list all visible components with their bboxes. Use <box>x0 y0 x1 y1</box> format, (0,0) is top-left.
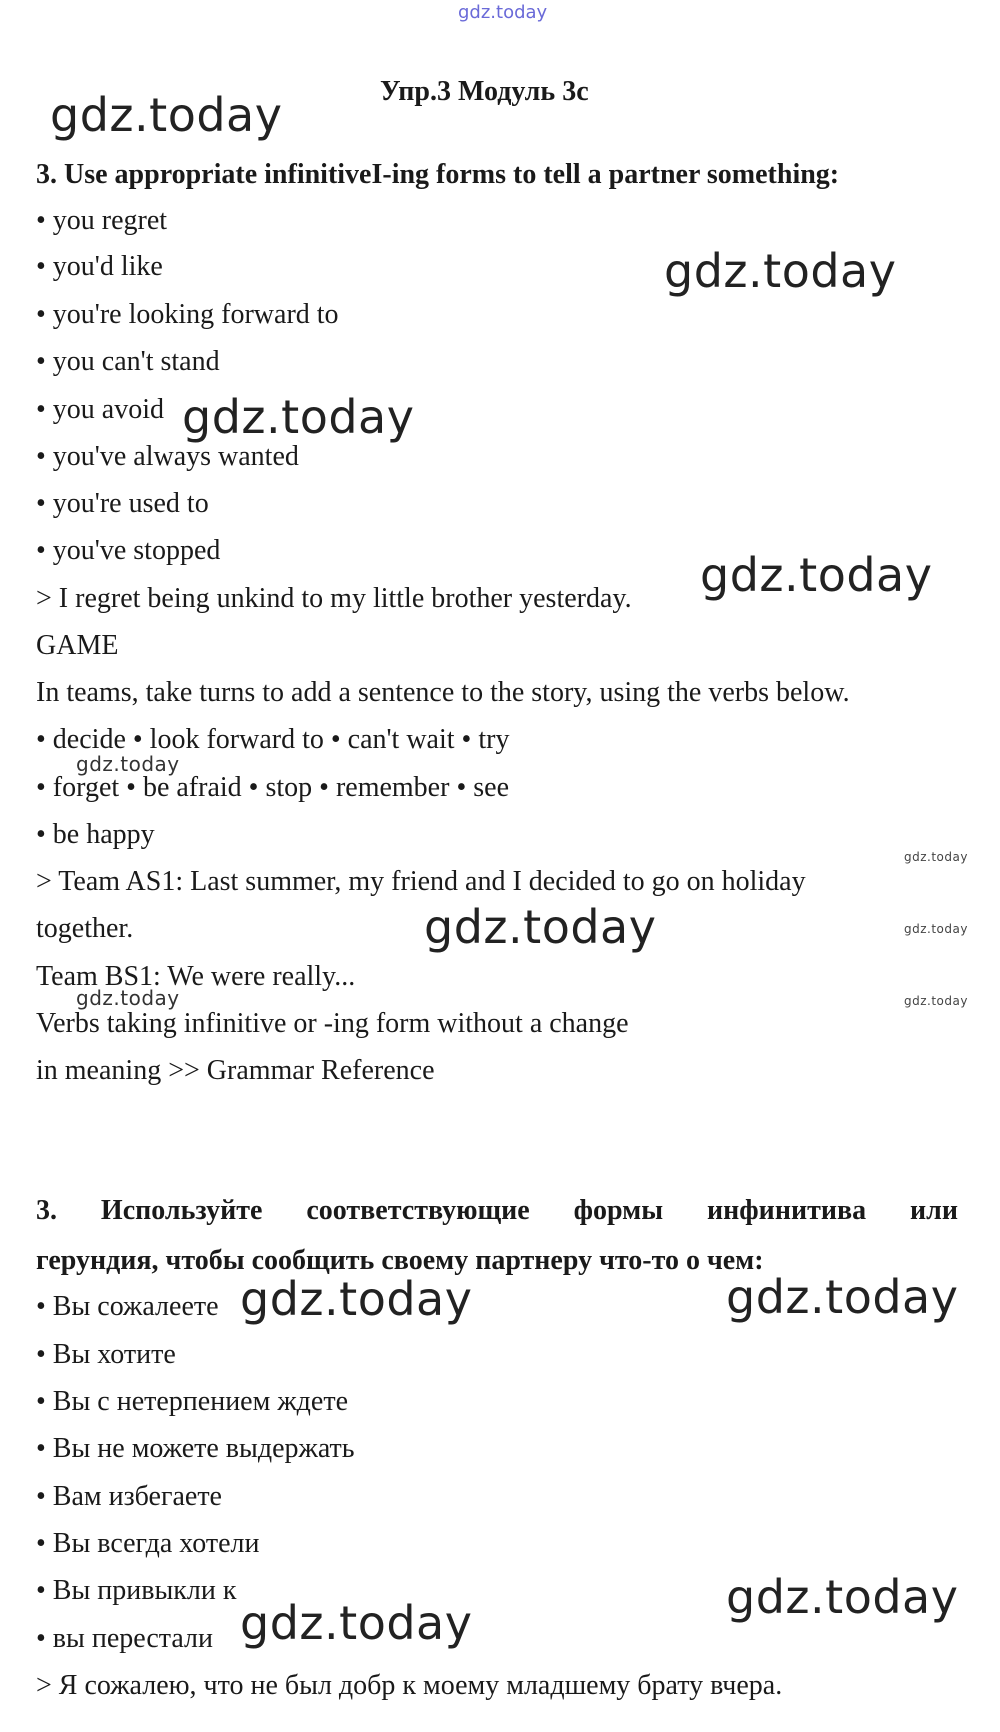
watermark: gdz.today <box>50 88 283 142</box>
watermark: gdz.today <box>904 922 968 936</box>
watermark: gdz.today <box>424 900 657 954</box>
list-item: • you can't stand <box>36 346 220 377</box>
translation-item: • Вы сожалеете <box>36 1291 219 1322</box>
watermark: gdz.today <box>240 1596 473 1650</box>
translation-example: > Я сожалею, что не был добр к моему младшему брату вчера. <box>36 1670 783 1701</box>
list-item: • you regret <box>36 205 168 236</box>
game-instruction: In teams, take turns to add a sentence to the story, using the verbs below. <box>36 677 850 708</box>
page-title: Упр.3 Модуль 3с <box>380 76 589 107</box>
watermark: gdz.today <box>726 1570 959 1624</box>
translation-item: • Вы привыкли к <box>36 1575 237 1606</box>
watermark: gdz.today <box>700 548 933 602</box>
list-item: • you'd like <box>36 251 163 282</box>
example-sentence: > I regret being unkind to my little brother yesterday. <box>36 583 632 614</box>
grammar-note-cont: in meaning >> Grammar Reference <box>36 1055 435 1086</box>
translation-item: • Вам избегаете <box>36 1481 222 1512</box>
list-item: • you avoid <box>36 394 165 425</box>
watermark: gdz.today <box>182 390 415 444</box>
verbs-list: • decide • look forward to • can't wait • try <box>36 724 510 755</box>
team-a-sentence-cont: together. <box>36 913 134 944</box>
watermark: gdz.today <box>664 244 897 298</box>
translation-heading-cont: герундия, чтобы сообщить своему партнеру что-то о чем: <box>36 1245 764 1276</box>
translation-item: • Вы с нетерпением ждете <box>36 1386 349 1417</box>
translation-heading: 3. Используйте соответствующие формы инфинитива или <box>36 1195 958 1226</box>
watermark: gdz.today <box>76 752 180 776</box>
verbs-list: • forget • be afraid • stop • remember • see <box>36 772 509 803</box>
list-item: • you're looking forward to <box>36 299 339 330</box>
watermark: gdz.today <box>904 994 968 1008</box>
translation-item: • вы перестали <box>36 1623 214 1654</box>
watermark: gdz.today <box>240 1272 473 1326</box>
watermark: gdz.today <box>726 1270 959 1324</box>
watermark: gdz.today <box>76 986 180 1010</box>
list-item: • you've stopped <box>36 535 221 566</box>
list-item: • you're used to <box>36 488 209 519</box>
grammar-note: Verbs taking infinitive or -ing form without a change <box>36 1008 629 1039</box>
translation-item: • Вы не можете выдержать <box>36 1433 355 1464</box>
team-a-sentence: > Team AS1: Last summer, my friend and I decided to go on holiday <box>36 866 806 897</box>
translation-item: • Вы хотите <box>36 1339 176 1370</box>
watermark-top: gdz.today <box>458 2 548 23</box>
team-b-sentence: Team BS1: We were really... <box>36 961 356 992</box>
translation-item: • Вы всегда хотели <box>36 1528 260 1559</box>
game-label: GAME <box>36 630 119 661</box>
verbs-list: • be happy <box>36 819 155 850</box>
watermark: gdz.today <box>904 850 968 864</box>
task-heading: 3. Use appropriate infinitiveI-ing forms to tell a partner something: <box>36 159 840 190</box>
list-item: • you've always wanted <box>36 441 299 472</box>
